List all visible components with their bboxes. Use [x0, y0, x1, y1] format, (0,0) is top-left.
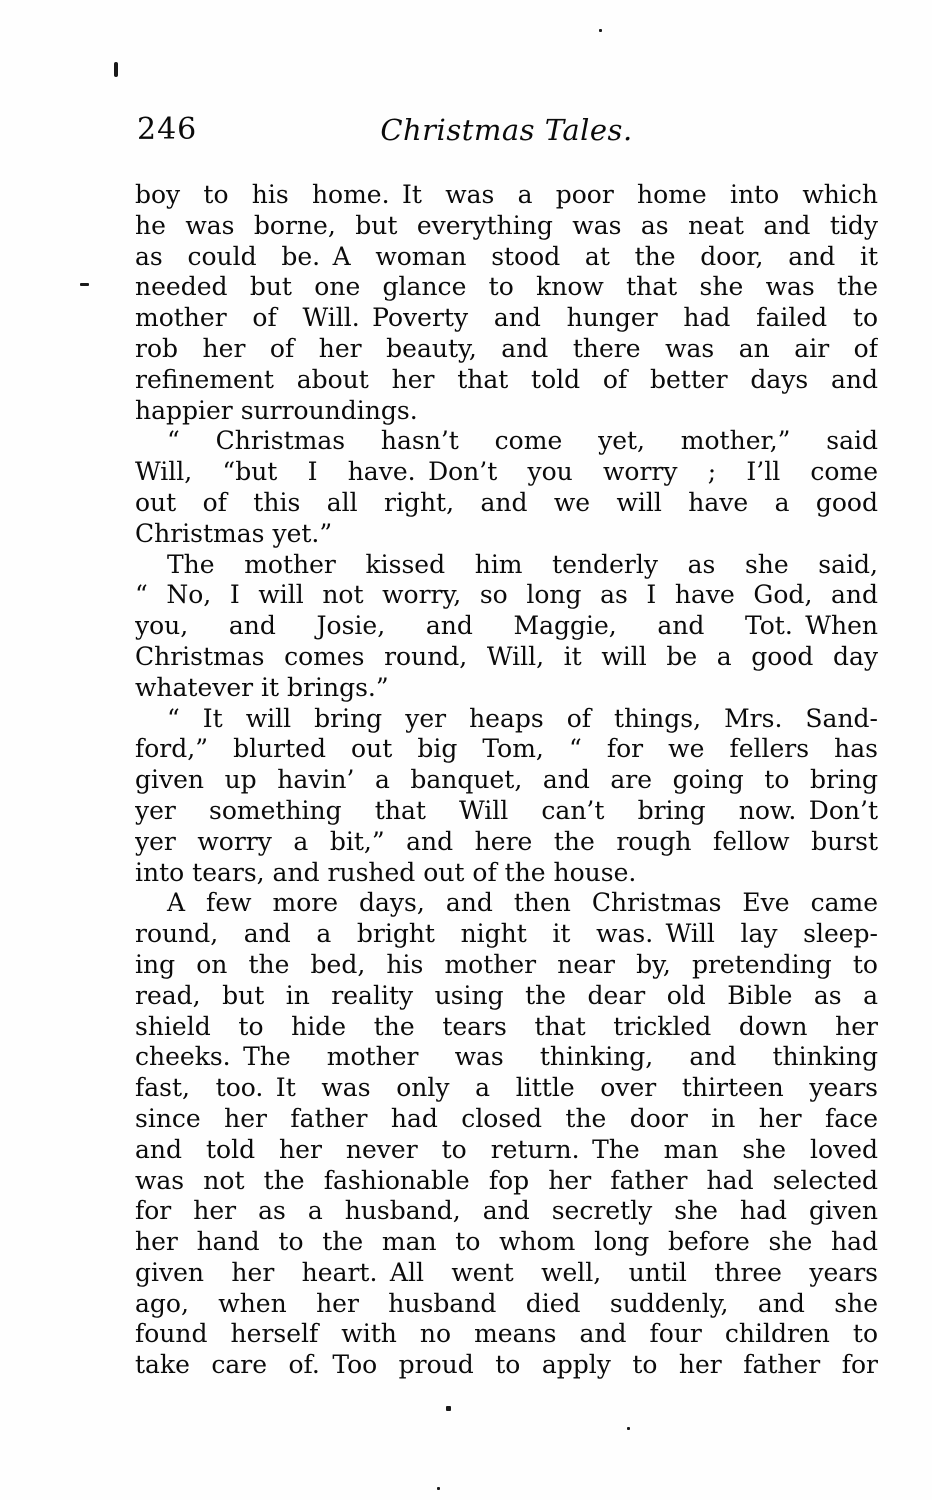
text-line: her hand to the man to whom long before she had	[135, 1227, 878, 1257]
text-line: out of this all right, and we will have a good	[135, 487, 878, 517]
text-line: was not the fashionable fop her father had selected	[135, 1165, 878, 1195]
scan-speck	[599, 29, 602, 32]
paragraph	[135, 704, 878, 889]
text-line: found herself with no means and four children to	[135, 1319, 878, 1349]
text-line: take care of. Too proud to apply to her father for	[135, 1350, 878, 1380]
text-line: ford,” blurted out big Tom, “ for we fellers has	[135, 734, 878, 764]
text-line: mother of Will. Poverty and hunger had failed to	[135, 303, 878, 333]
running-title: Christmas Tales.	[380, 113, 633, 147]
text-line: read, but in reality using the dear old Bible as a	[135, 980, 878, 1010]
text-line: since her father had closed the door in her face	[135, 1103, 878, 1133]
text-line: The mother kissed him tenderly as she said,	[167, 549, 878, 579]
text-line: “ Christmas hasn’t come yet, mother,” said	[167, 426, 878, 456]
text-line: given her heart. All went well, until three years	[135, 1257, 878, 1287]
paragraph	[135, 180, 878, 426]
text-line: boy to his home. It was a poor home into which	[135, 180, 878, 209]
scan-speck	[80, 283, 89, 286]
text-line: Will, “but I have. Don’t you worry ; I’ll come	[135, 457, 878, 487]
paragraph	[135, 550, 878, 704]
text-line: yer worry a bit,” and here the rough fellow burst	[135, 826, 878, 856]
text-line: “ It will bring yer heaps of things, Mrs. Sand-	[167, 703, 878, 733]
scan-speck	[627, 1427, 630, 1430]
text-line: fast, too. It was only a little over thirteen years	[135, 1073, 878, 1103]
page-header	[135, 112, 878, 148]
text-line: for her as a husband, and secretly she had given	[135, 1196, 878, 1226]
text-line: shield to hide the tears that trickled down her	[135, 1011, 878, 1041]
page-number: 246	[137, 112, 198, 147]
page-content	[135, 112, 878, 1381]
text-line: into tears, and rushed out of the house.	[135, 857, 637, 887]
text-line: refinement about her that told of better days and	[135, 364, 878, 394]
text-line: needed but one glance to know that she was the	[135, 272, 878, 302]
text-line: A few more days, and then Christmas Eve came	[167, 888, 878, 918]
text-line: rob her of her beauty, and there was an air of	[135, 333, 878, 363]
text-line: ing on the bed, his mother near by, pretending to	[135, 949, 878, 979]
text-line: as could be. A woman stood at the door, and it	[135, 241, 878, 271]
paragraph	[135, 888, 878, 1381]
text-line: “ No, I will not worry, so long as I have God, and	[135, 580, 878, 610]
scan-speck	[114, 62, 118, 77]
text-line: you, and Josie, and Maggie, and Tot. When	[135, 611, 878, 641]
text-line: ago, when her husband died suddenly, and she	[135, 1288, 878, 1318]
text-line: he was borne, but everything was as neat and tidy	[135, 210, 878, 240]
text-line: whatever it brings.”	[135, 672, 389, 702]
text-line: happier surroundings.	[135, 395, 418, 425]
text-line: Christmas comes round, Will, it will be a good day	[135, 641, 878, 671]
scan-speck	[437, 1487, 440, 1490]
text-line: and told her never to return. The man she loved	[135, 1134, 878, 1164]
paragraph	[135, 426, 878, 549]
text-line: Christmas yet.”	[135, 518, 333, 548]
text-line: cheeks. The mother was thinking, and thinking	[135, 1042, 878, 1072]
text-line: yer something that Will can’t bring now. Don’t	[135, 795, 878, 825]
scan-speck	[446, 1406, 451, 1411]
text-line: given up havin’ a banquet, and are going to bring	[135, 765, 878, 795]
text-block	[135, 180, 878, 1381]
text-line: round, and a bright night it was. Will lay sleep-	[135, 919, 878, 949]
